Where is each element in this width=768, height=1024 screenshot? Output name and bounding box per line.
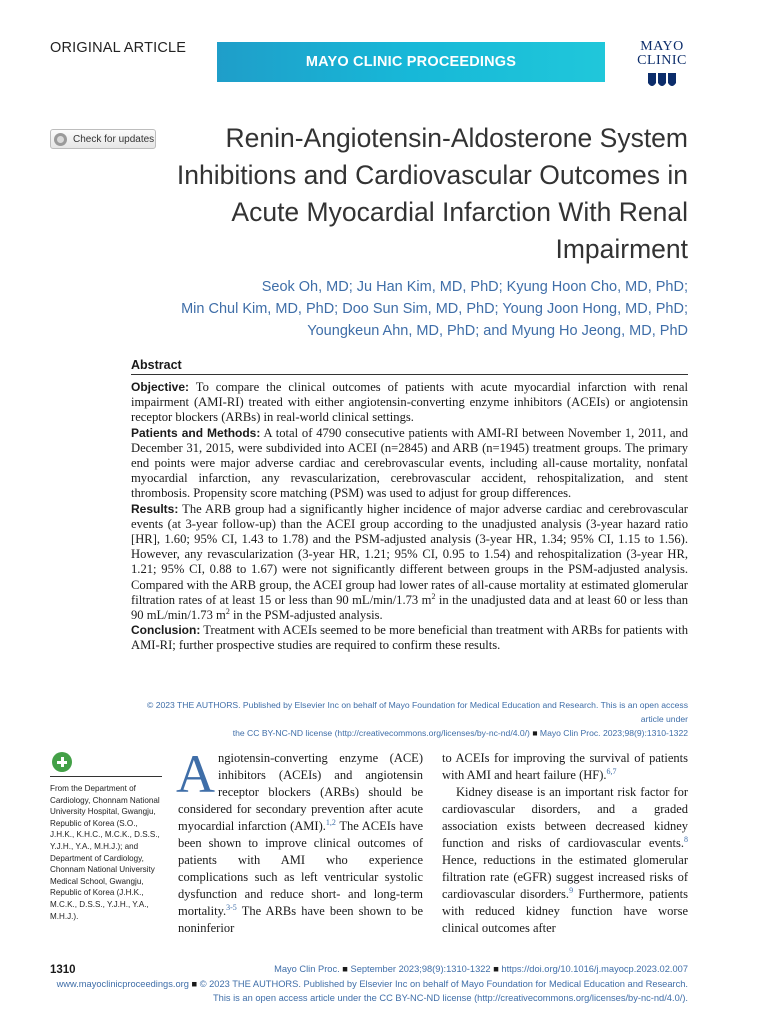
reference-link[interactable]: 3-5 <box>226 902 237 912</box>
check-updates-label: Check for updates <box>73 133 155 145</box>
results-superscript: 2 <box>225 606 230 616</box>
abstract-heading: Abstract <box>131 358 182 372</box>
logo-text-clinic: CLINIC <box>637 53 687 68</box>
title-line: Acute Myocardial Infarction With Renal <box>231 197 688 227</box>
mayo-shields-icon <box>642 71 682 91</box>
results-text-a: The ARB group had a significantly higher incidence of major adverse cardiac and cerebrovascular events (at 3-year follow-up) than the ACEI group according to the unadjusted analysis (3-year hazard ratio [HR], 1.60; 95% CI, 1.43 to 1.78) and the PSM-adjusted analysis (3-year HR, 1.34; 95% CI, 1.15 to 1.56). However, any revascularization (3-year HR, 1.21; 95% CI, 0.95 to 1.54) and rehospitalization (3-year HR, 1.21; 95% CI, 0.88 to 1.67) were not significantly different between groups in the PSM-adjusted analysis. Compared with the ARB group, the ACEI group had lower rates of all-cause mortality at estimated glomerular filtration rates of at least 15 or less than 90 mL/min/1.73 m <box>131 501 688 607</box>
conclusion-label: Conclusion: <box>131 623 201 638</box>
body-column-right <box>442 750 688 937</box>
body-text: The ARBs have been shown to be noninferior <box>178 904 423 935</box>
title-line: Inhibitions and Cardiovascular Outcomes in <box>176 160 688 190</box>
body-text: The ACEIs have been shown to improve clinical outcomes of patients with AMI who experience complications such as left ventricular systolic dysfunction and reduce short- and long-term mortality. <box>178 819 423 918</box>
abstract-divider <box>131 374 688 375</box>
separator-square: ■ <box>493 964 499 974</box>
doi-link[interactable]: https://doi.org/10.1016/j.mayocp.2023.02.007 <box>501 964 688 974</box>
section-label: ORIGINAL ARTICLE <box>50 40 187 56</box>
plus-icon[interactable] <box>52 752 72 772</box>
results-superscript: 2 <box>431 591 436 601</box>
footer-journal: Mayo Clin Proc. <box>274 964 340 974</box>
reference-link[interactable]: 8 <box>684 834 688 844</box>
article-title <box>128 120 688 268</box>
title-line: Impairment <box>555 234 688 264</box>
body-text: to ACEIs for improving the survival of patients with AMI and heart failure (HF). <box>442 751 688 782</box>
footer-citation <box>274 964 688 974</box>
affiliation-note: From the Department of Cardiology, Chonnam National University Hospital, Gwangju, Republic of Korea (S.O., J.H.K., K.H.C., M.C.K., D.S.S., Y.J.H., Y.A., M.H.J.); and Department of Cardiology, Chonnam National University Medical School, Gwangju, Republic of Korea (J.H.K., M.C.K., D.S.S., Y.J.H., Y.A., M.H.J.). <box>50 784 160 921</box>
methods-text: A total of 4790 consecutive patients with AMI-RI between November 1, 2011, and December 31, 2015, were subdivided into ACEI (n=2845) and ARB (n=1945) treatment groups. The primary end points were major adverse cardiac and cerebrovascular events, including all-cause mortality, nonfatal myocardial infarction, any revascularization, cerebrovascular accident, rehospitalization, and stent thrombosis. Propensity score matching (PSM) was used to adjust for group differences. <box>131 425 688 501</box>
page-number: 1310 <box>50 964 76 976</box>
body-text: Furthermore, patients with reduced kidney function have worse clinical outcomes after <box>442 887 688 935</box>
body-paragraph <box>442 750 688 784</box>
author-line[interactable]: Youngkeun Ahn, MD, PhD; and Myung Ho Jeong, MD, PhD <box>307 323 688 339</box>
separator-square: ■ <box>191 979 198 989</box>
body-paragraph <box>442 784 688 937</box>
body-column-left <box>176 744 423 937</box>
reference-link[interactable]: 9 <box>569 885 574 895</box>
affiliation-divider <box>50 776 162 777</box>
logo-text-mayo: MAYO <box>640 39 684 54</box>
open-access-line <box>131 726 688 740</box>
separator-square: ■ <box>342 964 348 974</box>
abstract-conclusion <box>131 623 688 653</box>
drop-cap: A <box>176 744 215 804</box>
abstract-results <box>131 502 688 624</box>
separator-square: ■ <box>532 728 538 738</box>
objective-text: To compare the clinical outcomes of patients with acute myocardial infarction with renal impairment (AMI-RI) treated with either angiotensin-converting enzyme inhibitors (ACEIs) or angiotensin receptor blockers (ARBs) in real-world clinical settings. <box>131 380 689 425</box>
body-text: Hence, reductions in the estimated glomerular filtration rate (eGFR) suggest increased risks of cardiovascular disorders. <box>442 853 688 901</box>
conclusion-text: Treatment with ACEIs seemed to be more beneficial than treatment with ARBs for patients with AMI-RI; further prospective studies are required to confirm these results. <box>131 623 688 653</box>
mayo-clinic-logo[interactable] <box>630 40 694 92</box>
results-label: Results: <box>131 501 179 516</box>
results-text-b: in the unadjusted data and at least 60 or less than 90 mL/min/1.73 m <box>131 592 688 623</box>
open-access-notice <box>131 698 688 740</box>
methods-label: Patients and Methods: <box>131 425 261 440</box>
open-access-line: © 2023 THE AUTHORS. Published by Elsevier Inc on behalf of Mayo Foundation for Medical Education and Research. This is an open access article under <box>146 700 688 724</box>
crossmark-icon <box>54 133 67 146</box>
footer-license[interactable]: This is an open access article under the CC BY-NC-ND license (http://creativecommons.org/licenses/by-nc-nd/4.0/). <box>212 993 688 1003</box>
author-line[interactable]: Min Chul Kim, MD, PhD; Doo Sun Sim, MD, PhD; Young Joon Hong, MD, PhD; <box>181 301 688 317</box>
license-link[interactable]: the CC BY-NC-ND license (http://creativecommons.org/licenses/by-nc-nd/4.0/) <box>232 728 530 738</box>
body-paragraph <box>176 744 423 937</box>
body-text: ngiotensin-converting enzyme (ACE) inhibitors (ACEIs) and angiotensin receptor blockers (ARBs) should be considered for secondary prevention after acute myocardial infarction (AMI). <box>178 751 423 833</box>
footer-issue: September 2023;98(9):1310-1322 <box>350 964 491 974</box>
footer-copyright <box>57 979 688 989</box>
copyright-text: © 2023 THE AUTHORS. Published by Elsevier Inc on behalf of Mayo Foundation for Medical Education and Research. <box>199 979 688 989</box>
journal-banner[interactable]: MAYO CLINIC PROCEEDINGS <box>217 42 605 82</box>
author-line[interactable]: Seok Oh, MD; Ju Han Kim, MD, PhD; Kyung Hoon Cho, MD, PhD; <box>261 279 688 295</box>
body-text: Kidney disease is an important risk factor for cardiovascular disorders, and a graded association exists between decreased kidney function and risks of cardiovascular events. <box>442 785 688 850</box>
website-link[interactable]: www.mayoclinicproceedings.org <box>56 979 189 989</box>
title-line: Renin-Angiotensin-Aldosterone System <box>225 123 688 153</box>
citation-link[interactable]: Mayo Clin Proc. 2023;98(9):1310-1322 <box>539 728 688 738</box>
abstract-objective <box>131 380 688 426</box>
reference-link[interactable]: 1,2 <box>325 817 336 827</box>
author-list <box>128 276 688 342</box>
results-text-c: in the PSM-adjusted analysis. <box>229 608 383 623</box>
abstract-methods <box>131 426 688 502</box>
abstract-body <box>131 380 688 654</box>
objective-label: Objective: <box>131 380 190 394</box>
reference-link[interactable]: 6,7 <box>606 766 617 776</box>
